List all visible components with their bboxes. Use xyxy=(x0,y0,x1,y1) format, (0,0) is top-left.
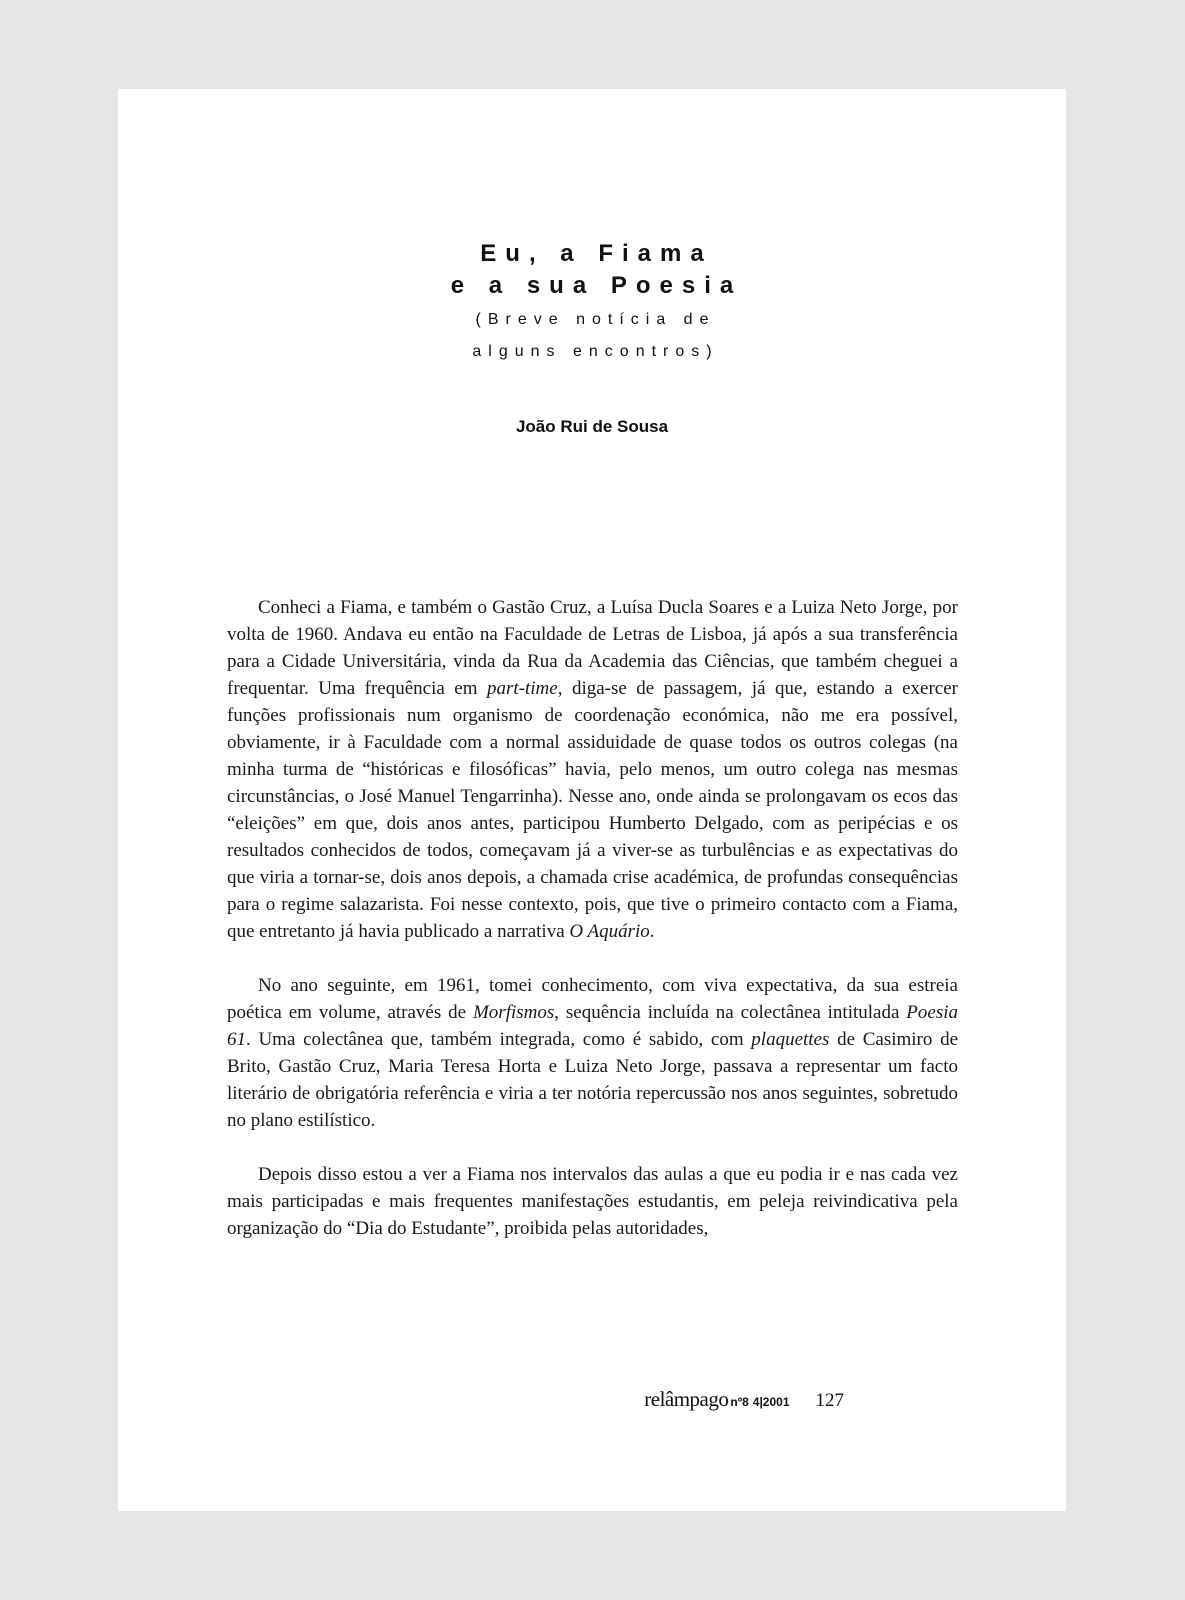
text-segment: No ano seguinte, em 1961, tomei conhecimento, com viva expectativa, da sua estreia poética em volume, através de xyxy=(227,975,958,1023)
article-subtitle-line-1: (Breve notícia de xyxy=(475,311,716,328)
body-paragraph-3 xyxy=(227,1161,958,1242)
document-page xyxy=(118,89,1066,1511)
text-segment: , sequência incluída na colectânea intitulada xyxy=(554,1002,907,1023)
article-title-line-2: e a sua Poesia xyxy=(450,272,743,299)
body-paragraph-1 xyxy=(227,594,958,945)
journal-name: relâmpago xyxy=(644,1387,729,1411)
text-segment: de Casimiro de Brito, Gastão Cruz, Maria Teresa Horta e Luiza Neto Jorge, passava a representar um facto literário de obrigatória referência e viria a ter notória repercussão nos anos seguintes, sobretudo no plano estilístico. xyxy=(227,1029,959,1131)
italic-term: plaquettes xyxy=(751,1029,830,1050)
italic-book-title: Poesia 61 xyxy=(227,1002,958,1050)
page-footer xyxy=(644,1387,844,1412)
italic-term: part-time xyxy=(487,678,558,699)
journal-issue: nº8 xyxy=(730,1395,749,1409)
article-heading xyxy=(118,238,1066,368)
journal-year: 4|2001 xyxy=(752,1395,790,1409)
text-segment: , diga-se de passagem, já que, estando a exercer funções profissionais num organismo de coordenação económica, não me era possível, obviamente, ir à Faculdade com a normal assiduidade de quase todos os outros colegas (na minha turma de “históricas e filosóficas” havia, pelo menos, um outro colega nas mesmas circunstâncias, o José Manuel Tengarrinha). Nesse ano, onde ainda se prolongavam os ecos das “eleições” em que, dois anos antes, participou Humberto Delgado, com as peripécias e os resultados conhecidos de todos, começavam já a viver-se as turbulências e as expectativas do que viria a tornar-se, dois anos depois, a chamada crise académica, de profundas consequências para o regime salazarista. Foi nesse contexto, pois, que tive o primeiro contacto com a Fiama, que entretanto já havia publicado a narrativa xyxy=(227,678,958,942)
italic-book-title: O Aquário xyxy=(569,921,650,942)
text-segment: . xyxy=(649,921,655,942)
article-body xyxy=(227,594,958,1269)
body-paragraph-2 xyxy=(227,972,958,1134)
text-segment: . Uma colectânea que, também integrada, como é sabido, com xyxy=(246,1029,752,1050)
article-title-line-1: Eu, a Fiama xyxy=(480,240,713,267)
article-subtitle-line-2: alguns encontros) xyxy=(472,343,719,360)
text-segment: Depois disso estou a ver a Fiama nos intervalos das aulas a que eu podia ir e nas cada vez mais participadas e mais frequentes manifestações estudantis, em peleja reivindicativa pela organização do “Dia do Estudante”, proibida pelas autoridades, xyxy=(227,1164,958,1239)
italic-book-title: Morfismos xyxy=(472,1002,555,1023)
article-author: João Rui de Sousa xyxy=(515,417,669,436)
text-segment: Conheci a Fiama, e também o Gastão Cruz, a Luísa Ducla Soares e a Luiza Neto Jorge, por volta de 1960. Andava eu então na Faculdade de Letras de Lisboa, já após a sua transferência para a Cidade Universitária, vinda da Rua da Academia das Ciências, que também cheguei a frequentar. Uma frequência em xyxy=(227,597,958,699)
page-number: 127 xyxy=(815,1390,844,1411)
